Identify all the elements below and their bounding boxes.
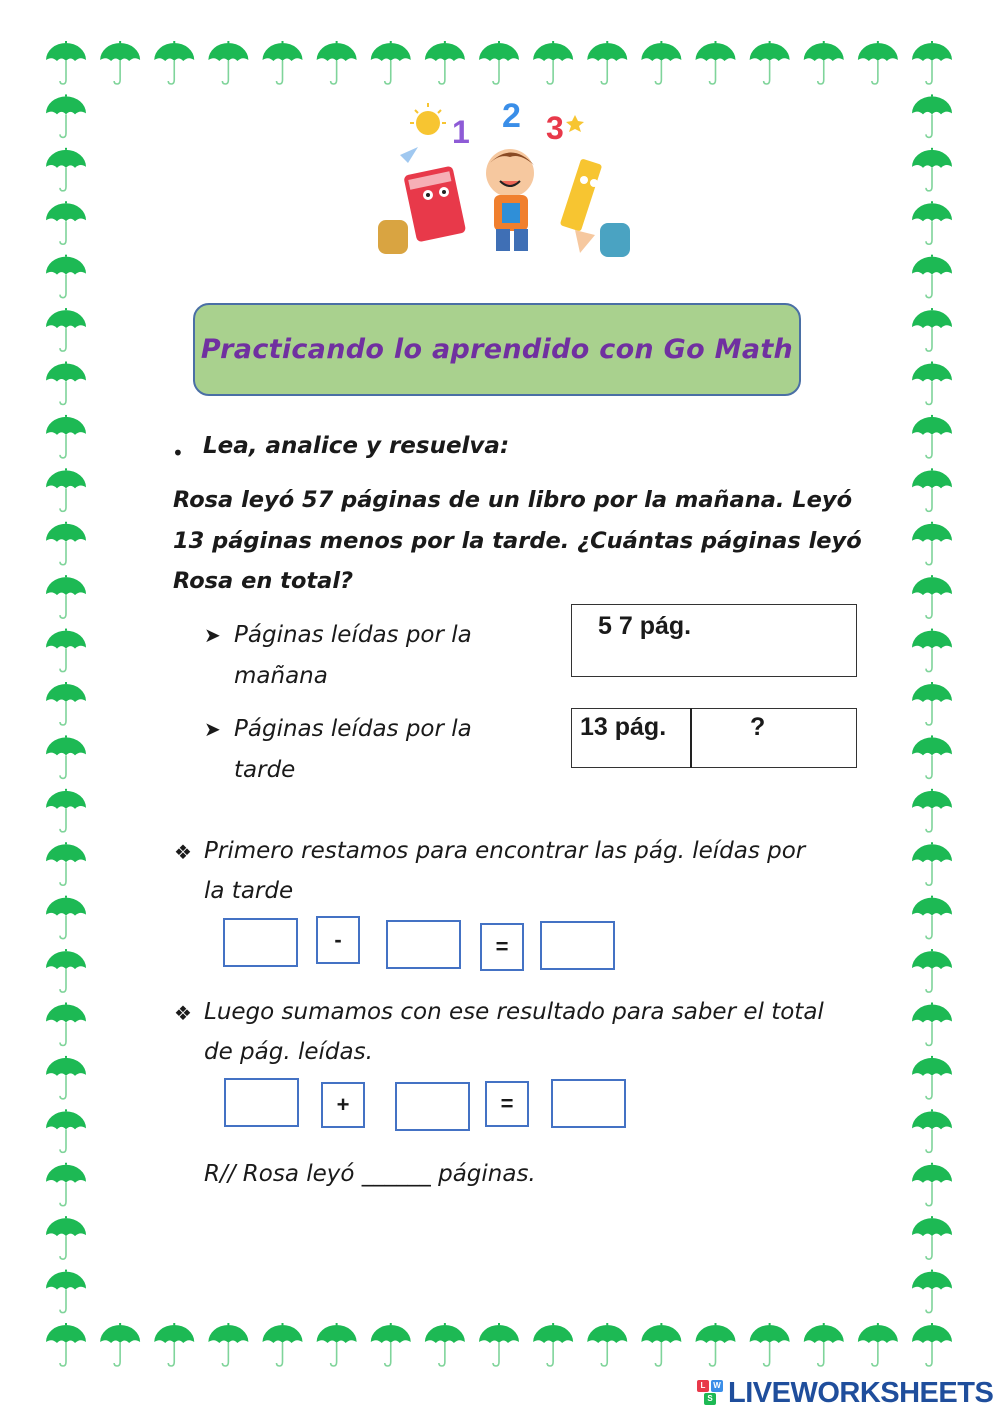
addition-operand-1-input[interactable] <box>224 1078 299 1127</box>
umbrella-icon <box>533 41 573 84</box>
umbrella-icon <box>587 1323 627 1366</box>
umbrella-icon <box>804 1323 844 1366</box>
liveworksheets-logo-icon: L W S <box>697 1380 725 1406</box>
umbrella-icon <box>100 1323 140 1366</box>
umbrella-icon <box>46 41 86 84</box>
umbrella-icon <box>912 735 952 778</box>
umbrella-icon <box>858 1323 898 1366</box>
arrow-bullet-icon: ➤ <box>204 623 221 647</box>
diamond-bullet-icon: ❖ <box>174 1001 192 1025</box>
umbrella-icon <box>912 575 952 618</box>
title-box <box>193 303 801 396</box>
umbrella-icon <box>46 1003 86 1046</box>
umbrella-icon <box>425 1323 465 1366</box>
umbrella-icon <box>371 1323 411 1366</box>
umbrella-icon <box>912 1109 952 1152</box>
umbrella-icon <box>912 842 952 885</box>
backpack-left-icon <box>378 220 408 254</box>
umbrella-icon <box>46 468 86 511</box>
umbrella-icon <box>263 41 303 84</box>
number-2-icon: 2 <box>502 97 521 135</box>
umbrella-icon <box>46 94 86 137</box>
minus-sign: - <box>316 916 360 964</box>
problem-line-3: Rosa en total? <box>173 568 354 594</box>
umbrella-icon <box>317 1323 357 1366</box>
diamond-bullet-icon: ❖ <box>174 840 192 864</box>
umbrella-icon <box>750 1323 790 1366</box>
liveworksheets-logo-text: LIVEWORKSHEETS <box>728 1376 994 1409</box>
umbrella-icon <box>46 1109 86 1152</box>
subtraction-operand-2-input[interactable] <box>386 920 461 969</box>
umbrella-icon <box>912 896 952 939</box>
umbrella-icon <box>858 41 898 84</box>
problem-line-2: 13 páginas menos por la tarde. ¿Cuántas páginas leyó <box>173 528 862 554</box>
subtraction-result-input[interactable] <box>540 921 615 970</box>
umbrella-icon <box>641 41 681 84</box>
umbrella-icon <box>371 41 411 84</box>
umbrella-icon <box>912 1216 952 1259</box>
umbrella-icon <box>46 682 86 725</box>
umbrella-icon <box>46 1056 86 1099</box>
umbrella-icon <box>912 629 952 672</box>
kids-math-clipart <box>370 95 640 270</box>
umbrella-icon <box>912 201 952 244</box>
afternoon-label-line-1: Páginas leídas por la <box>234 716 472 742</box>
answer-blank[interactable]: ______ <box>361 1161 431 1187</box>
arrow-bullet-icon: ➤ <box>204 717 221 741</box>
equals-sign: = <box>485 1081 529 1127</box>
sun-icon <box>416 111 440 135</box>
umbrella-icon <box>46 522 86 565</box>
umbrella-icon <box>479 41 519 84</box>
umbrella-icon <box>46 949 86 992</box>
umbrella-icon <box>912 1323 952 1366</box>
answer-suffix: páginas. <box>438 1161 536 1187</box>
afternoon-bar-divider <box>690 708 692 768</box>
umbrella-icon <box>912 1163 952 1206</box>
umbrella-icon <box>46 1216 86 1259</box>
umbrella-icon <box>912 41 952 84</box>
number-1-icon: 1 <box>452 114 470 150</box>
umbrella-icon <box>912 1056 952 1099</box>
addition-operand-2-input[interactable] <box>395 1082 470 1131</box>
umbrella-icon <box>912 682 952 725</box>
afternoon-bar-unknown: ? <box>750 713 766 741</box>
addition-result-input[interactable] <box>551 1079 626 1128</box>
step1-line-1: Primero restamos para encontrar las pág. leídas por <box>204 838 806 864</box>
umbrella-icon <box>208 41 248 84</box>
umbrella-icon <box>641 1323 681 1366</box>
umbrella-icon <box>696 1323 736 1366</box>
umbrella-icon <box>263 1323 303 1366</box>
umbrella-icon <box>154 1323 194 1366</box>
umbrella-icon <box>587 41 627 84</box>
umbrella-icon <box>912 789 952 832</box>
umbrella-icon <box>46 735 86 778</box>
subtraction-operand-1-input[interactable] <box>223 918 298 967</box>
umbrella-icon <box>912 255 952 298</box>
umbrella-icon <box>46 308 86 351</box>
bullet-icon: • <box>172 441 184 465</box>
umbrella-icon <box>46 1163 86 1206</box>
umbrella-icon <box>912 94 952 137</box>
umbrella-icon <box>912 362 952 405</box>
morning-label-line-2: mañana <box>234 663 328 689</box>
answer-line <box>204 1154 536 1194</box>
umbrella-icon <box>425 41 465 84</box>
answer-prefix: R// Rosa leyó <box>204 1161 355 1187</box>
step1-line-2: la tarde <box>204 878 294 904</box>
umbrella-icon <box>912 468 952 511</box>
problem-line-1: Rosa leyó 57 páginas de un libro por la mañana. Leyó <box>173 487 853 513</box>
morning-label-line-1: Páginas leídas por la <box>234 622 472 648</box>
umbrella-icon <box>46 415 86 458</box>
step2-line-2: de pág. leídas. <box>204 1039 373 1065</box>
backpack-right-icon <box>600 223 630 257</box>
umbrella-icon <box>208 1323 248 1366</box>
number-3-icon: 3 <box>546 110 564 146</box>
afternoon-label-line-2: tarde <box>234 757 296 783</box>
umbrella-icon <box>46 629 86 672</box>
umbrella-icon <box>46 896 86 939</box>
umbrella-icon <box>912 148 952 191</box>
afternoon-bar-known: 13 pág. <box>580 713 667 741</box>
umbrella-icon <box>912 522 952 565</box>
umbrella-icon <box>100 41 140 84</box>
umbrella-icon <box>46 362 86 405</box>
umbrella-icon <box>804 41 844 84</box>
umbrella-icon <box>46 1270 86 1313</box>
instruction-text: Lea, analice y resuelva: <box>203 433 510 459</box>
step2-line-1: Luego sumamos con ese resultado para saber el total <box>204 999 824 1025</box>
umbrella-icon <box>479 1323 519 1366</box>
umbrella-icon <box>533 1323 573 1366</box>
umbrella-icon <box>750 41 790 84</box>
pencil-character-icon <box>560 158 603 231</box>
equals-sign: = <box>480 923 524 971</box>
umbrella-icon <box>46 201 86 244</box>
umbrella-icon <box>46 255 86 298</box>
umbrella-icon <box>46 842 86 885</box>
umbrella-icon <box>46 148 86 191</box>
morning-bar-value: 5 7 pág. <box>598 612 692 640</box>
umbrella-icon <box>46 789 86 832</box>
umbrella-icon <box>912 308 952 351</box>
umbrella-icon <box>912 949 952 992</box>
umbrella-icon <box>46 575 86 618</box>
liveworksheets-logo <box>697 1376 993 1410</box>
umbrella-icon <box>154 41 194 84</box>
umbrella-icon <box>912 415 952 458</box>
plus-sign: + <box>321 1082 365 1128</box>
umbrella-icon <box>46 1323 86 1366</box>
umbrella-icon <box>912 1003 952 1046</box>
umbrella-icon <box>696 41 736 84</box>
page-title: Practicando lo aprendido con Go Math <box>200 334 794 365</box>
umbrella-icon <box>912 1270 952 1313</box>
umbrella-icon <box>317 41 357 84</box>
